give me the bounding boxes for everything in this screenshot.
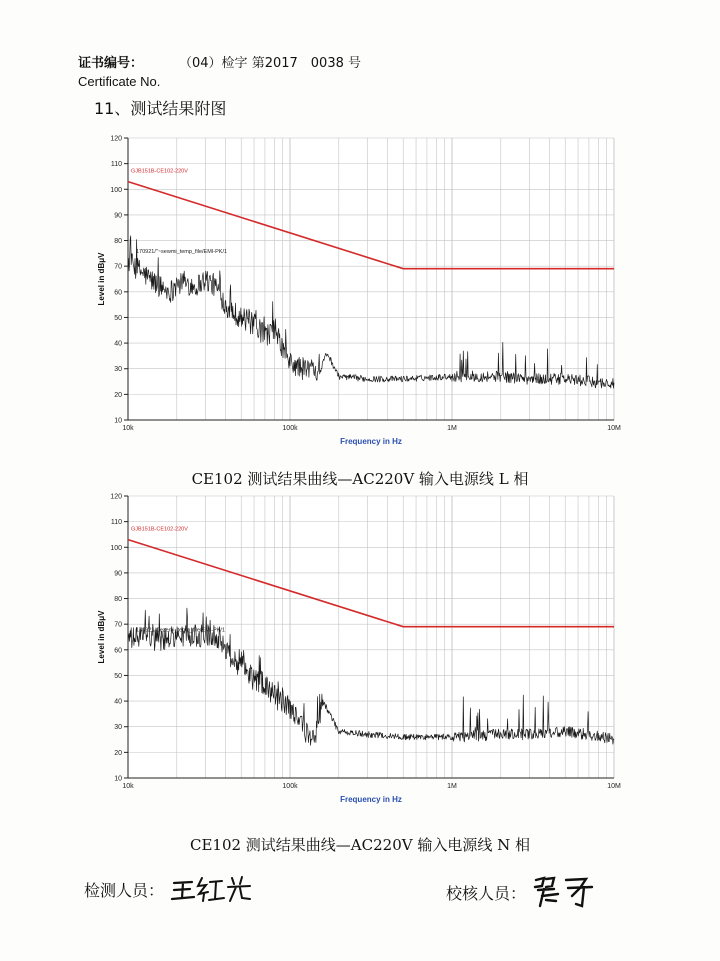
chart-1-svg xyxy=(90,130,630,480)
y-tick-label: 10 xyxy=(114,417,122,425)
x-tick-label: 1M xyxy=(447,425,457,432)
x-tick-label: 100k xyxy=(282,783,298,790)
trace-label: 170921/Cezemi_temp_file/EMI-PK/1 xyxy=(136,627,225,634)
section-title: 11、测试结果附图 xyxy=(94,99,227,118)
tester-label: 检测人员： xyxy=(84,880,165,900)
certificate-header xyxy=(78,52,361,89)
y-tick-label: 100 xyxy=(110,186,122,194)
x-tick-label: 1M xyxy=(447,783,457,790)
y-tick-label: 30 xyxy=(114,724,122,732)
y-tick-label: 110 xyxy=(110,519,122,527)
x-tick-label: 10M xyxy=(607,425,621,432)
reviewer-signature-row xyxy=(446,874,602,910)
y-tick-label: 60 xyxy=(114,647,122,655)
y-tick-label: 50 xyxy=(114,672,122,680)
chart-2-caption: CE102 测试结果曲线—AC220V 输入电源线 N 相 xyxy=(189,836,531,854)
reviewer-handwritten-signature xyxy=(532,874,602,910)
y-tick-label: 40 xyxy=(114,340,122,348)
y-tick-label: 20 xyxy=(114,749,122,757)
y-axis-label: Level in dBμV xyxy=(97,252,106,306)
y-tick-label: 120 xyxy=(110,493,122,501)
tester-signature-row xyxy=(84,874,252,904)
chart-2-container xyxy=(90,488,630,838)
y-tick-label: 60 xyxy=(114,289,122,297)
x-tick-label: 10M xyxy=(607,783,621,790)
x-axis-label: Frequency in Hz xyxy=(340,795,402,804)
y-tick-label: 100 xyxy=(110,544,122,552)
y-tick-label: 90 xyxy=(114,212,122,220)
chart-2-svg xyxy=(90,488,630,838)
y-tick-label: 80 xyxy=(114,596,122,604)
chart-1-caption: CE102 测试结果曲线—AC220V 输入电源线 L 相 xyxy=(191,470,529,488)
y-tick-label: 20 xyxy=(114,391,122,399)
y-tick-label: 120 xyxy=(110,135,122,143)
y-tick-label: 50 xyxy=(114,314,122,322)
x-tick-label: 100k xyxy=(282,425,298,432)
y-axis-label: Level in dBμV xyxy=(97,610,106,664)
x-tick-label: 10k xyxy=(122,425,134,432)
y-tick-label: 70 xyxy=(114,263,122,271)
chart-1-container xyxy=(90,130,630,480)
y-tick-label: 80 xyxy=(114,238,122,246)
reviewer-label: 校核人员： xyxy=(446,883,527,903)
y-tick-label: 40 xyxy=(114,698,122,706)
y-tick-label: 30 xyxy=(114,366,122,374)
tester-handwritten-signature xyxy=(170,874,252,904)
x-tick-label: 10k xyxy=(122,783,134,790)
y-tick-label: 10 xyxy=(114,775,122,783)
certificate-label: 证书编号： xyxy=(78,56,144,71)
trace-label: 170921/"~sewmi_temp_file/EMI-PK/1 xyxy=(136,249,228,256)
certificate-label-en: Certificate No. xyxy=(78,74,161,89)
limit-label: GJB151B-CE102-220V xyxy=(131,168,188,175)
certificate-number: （04）检字 第2017 0038 号 xyxy=(179,56,361,71)
x-axis-label: Frequency in Hz xyxy=(340,437,402,446)
y-tick-label: 90 xyxy=(114,570,122,578)
y-tick-label: 70 xyxy=(114,621,122,629)
y-tick-label: 110 xyxy=(110,161,122,169)
limit-label: GJB151B-CE102-220V xyxy=(131,526,188,533)
